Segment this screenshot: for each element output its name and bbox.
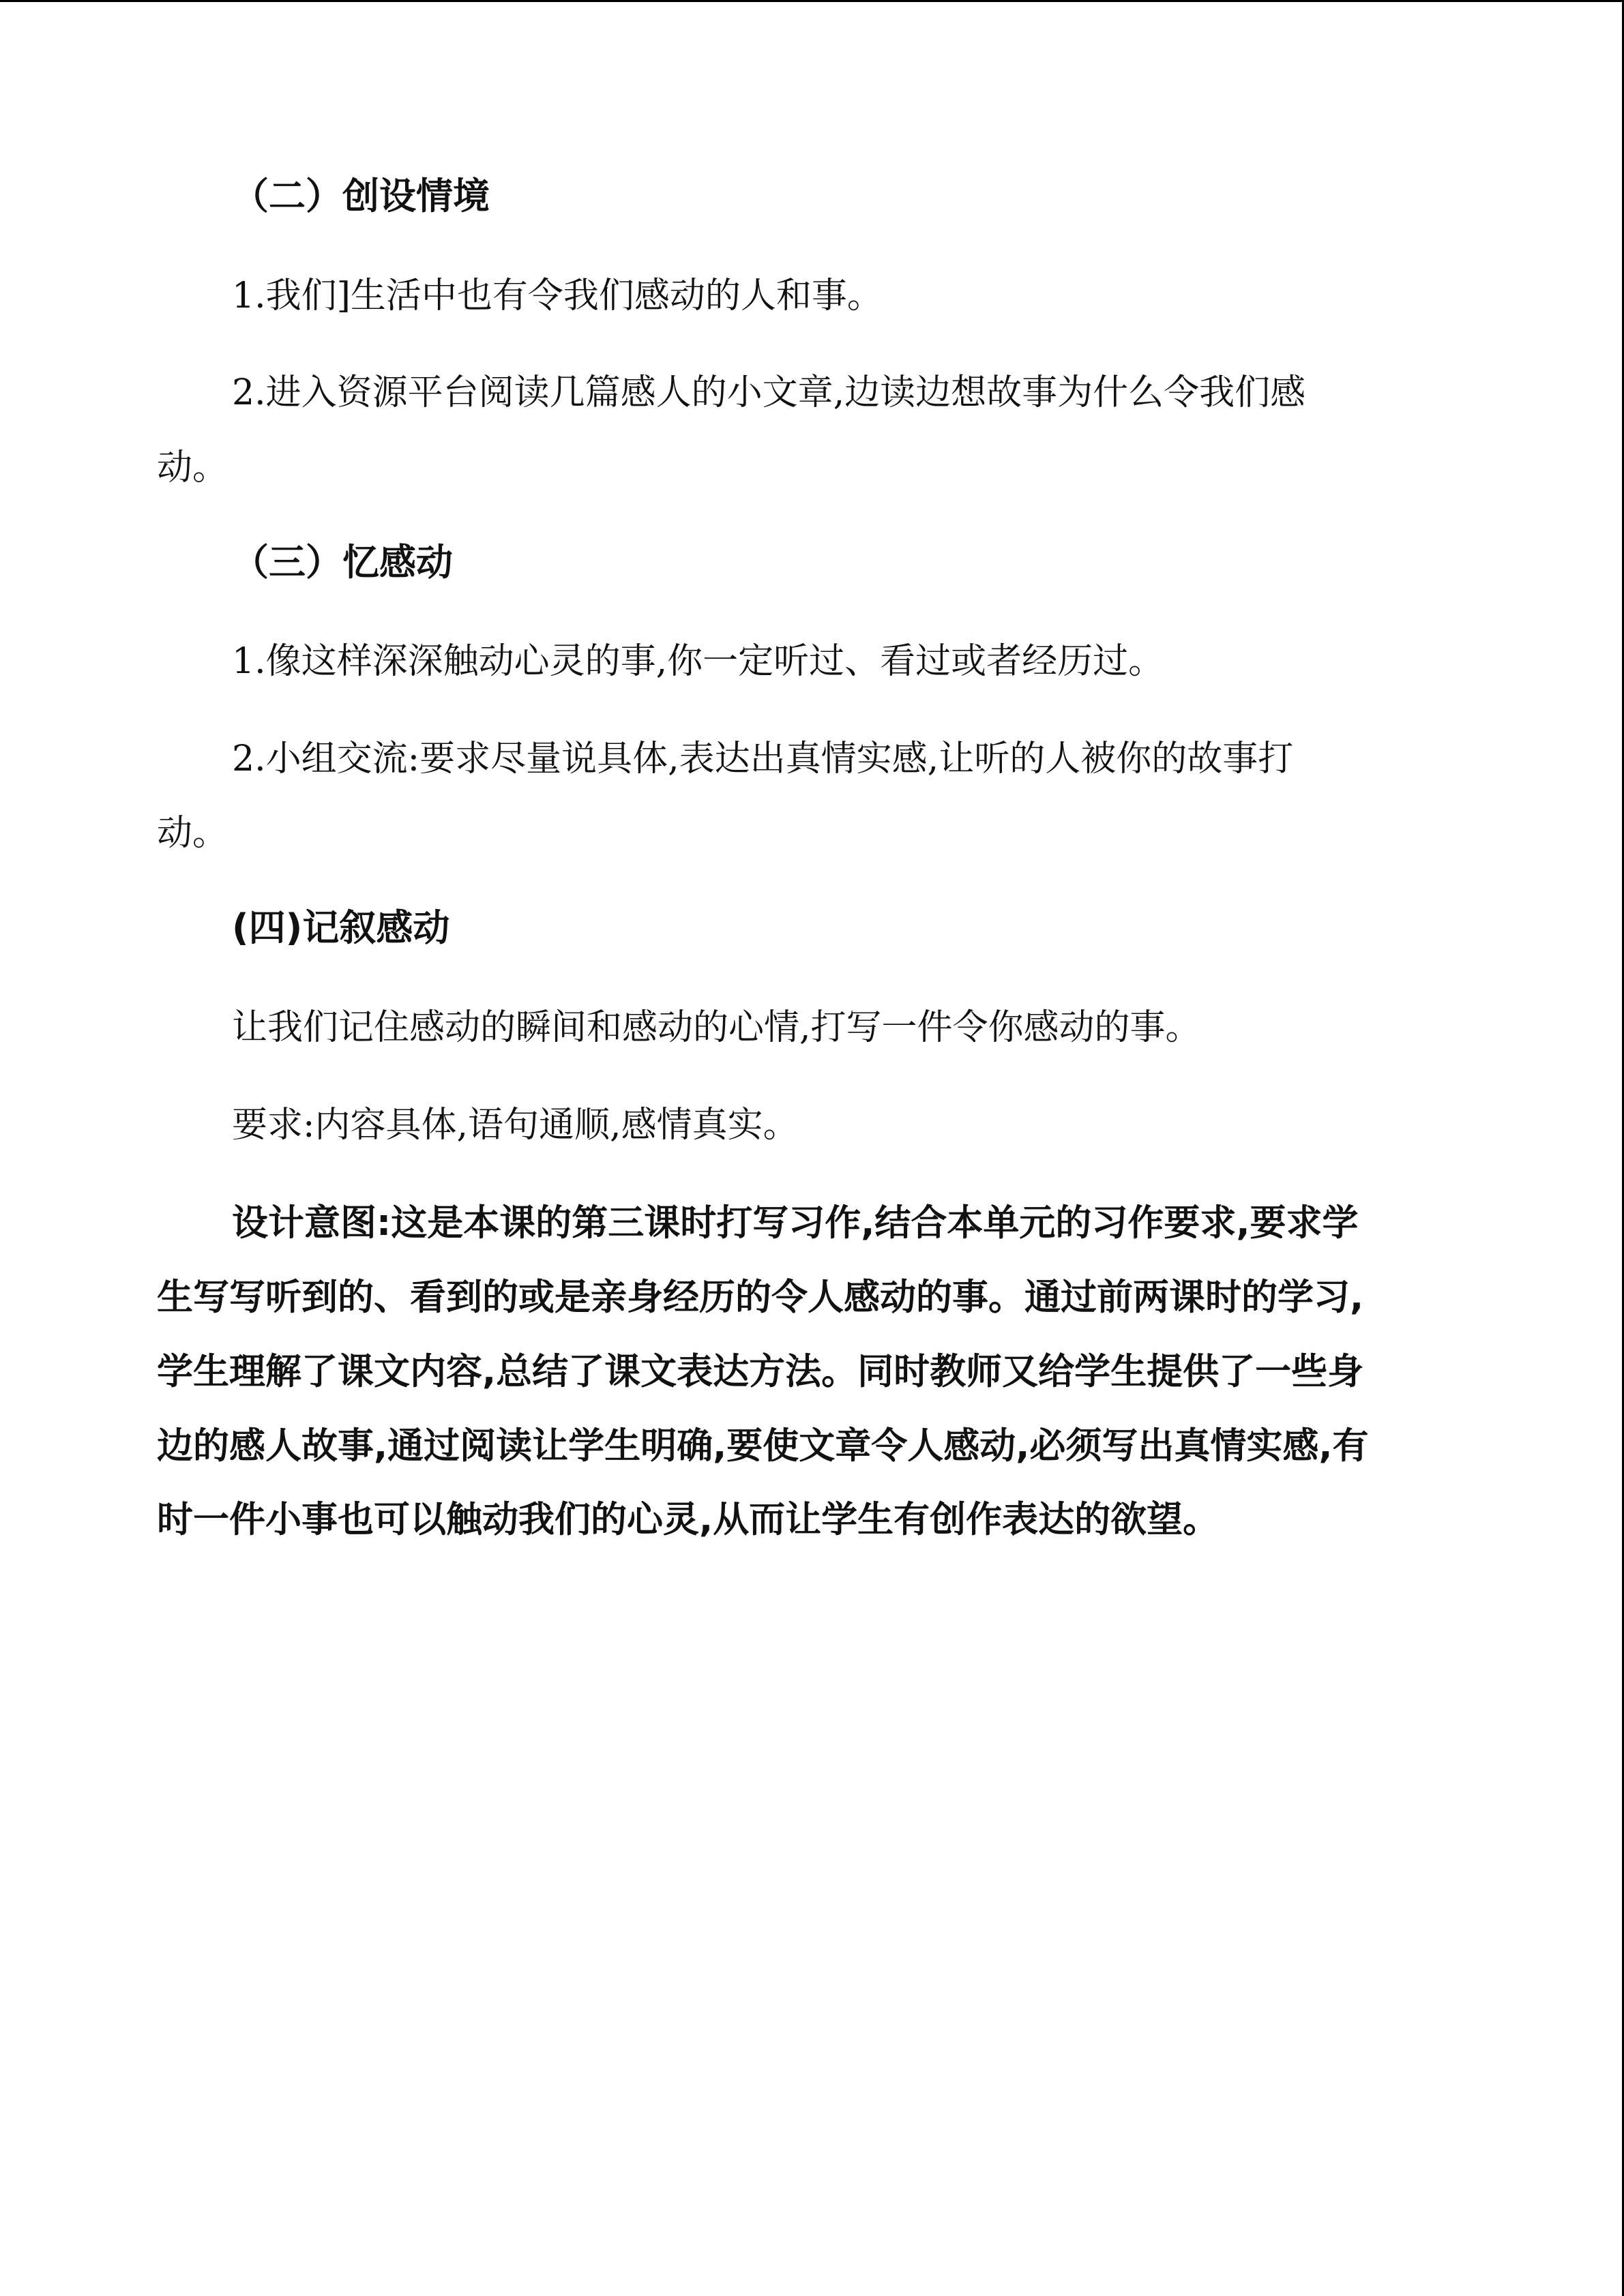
section-4-paragraph-1: 让我们记住感动的瞬间和感动的心情,打写一件令你感动的事。 xyxy=(232,1007,1201,1048)
section-2-item-1: 1.我们]生活中也有令我们感动的人和事。 xyxy=(232,275,883,316)
section-2-item-2-line-2: 动。 xyxy=(157,447,228,488)
section-4-paragraph-2: 要求:内容具体,语句通顺,感情真实。 xyxy=(232,1105,799,1146)
section-2-heading: （二）创设情境 xyxy=(232,175,490,218)
section-3-heading: （三）忆感动 xyxy=(232,541,453,584)
section-3-item-2-line-1: 2.小组交流:要求尽量说具体,表达出真情实感,让听的人被你的故事打 xyxy=(232,739,1294,779)
section-4-heading: (四)记叙感动 xyxy=(232,906,450,949)
page-border-top xyxy=(0,0,1624,2)
section-3-item-2-line-2: 动。 xyxy=(157,813,228,854)
design-intent-line-1: 设计意图:这是本课的第三课时打写习作,结合本单元的习作要求,要求学 xyxy=(232,1202,1359,1244)
design-intent-line-4: 边的感人故事,通过阅读让学生明确,要使文章令人感动,必须写出真情实感,有 xyxy=(157,1425,1369,1467)
design-intent-line-3: 学生理解了课文内容,总结了课文表达方法。同时教师又给学生提供了一些身 xyxy=(157,1351,1364,1392)
design-intent-line-2: 生写写听到的、看到的或是亲身经历的令人感动的事。通过前两课时的学习, xyxy=(157,1277,1364,1318)
section-3-item-1: 1.像这样深深触动心灵的事,你一定听过、看过或者经历过。 xyxy=(232,641,1164,682)
section-2-item-2-line-1: 2.进入资源平台阅读几篇感人的小文章,边读边想故事为什么令我们感 xyxy=(232,372,1306,413)
design-intent-line-5: 时一件小事也可以触动我们的心灵,从而让学生有创作表达的欲望。 xyxy=(157,1499,1220,1540)
